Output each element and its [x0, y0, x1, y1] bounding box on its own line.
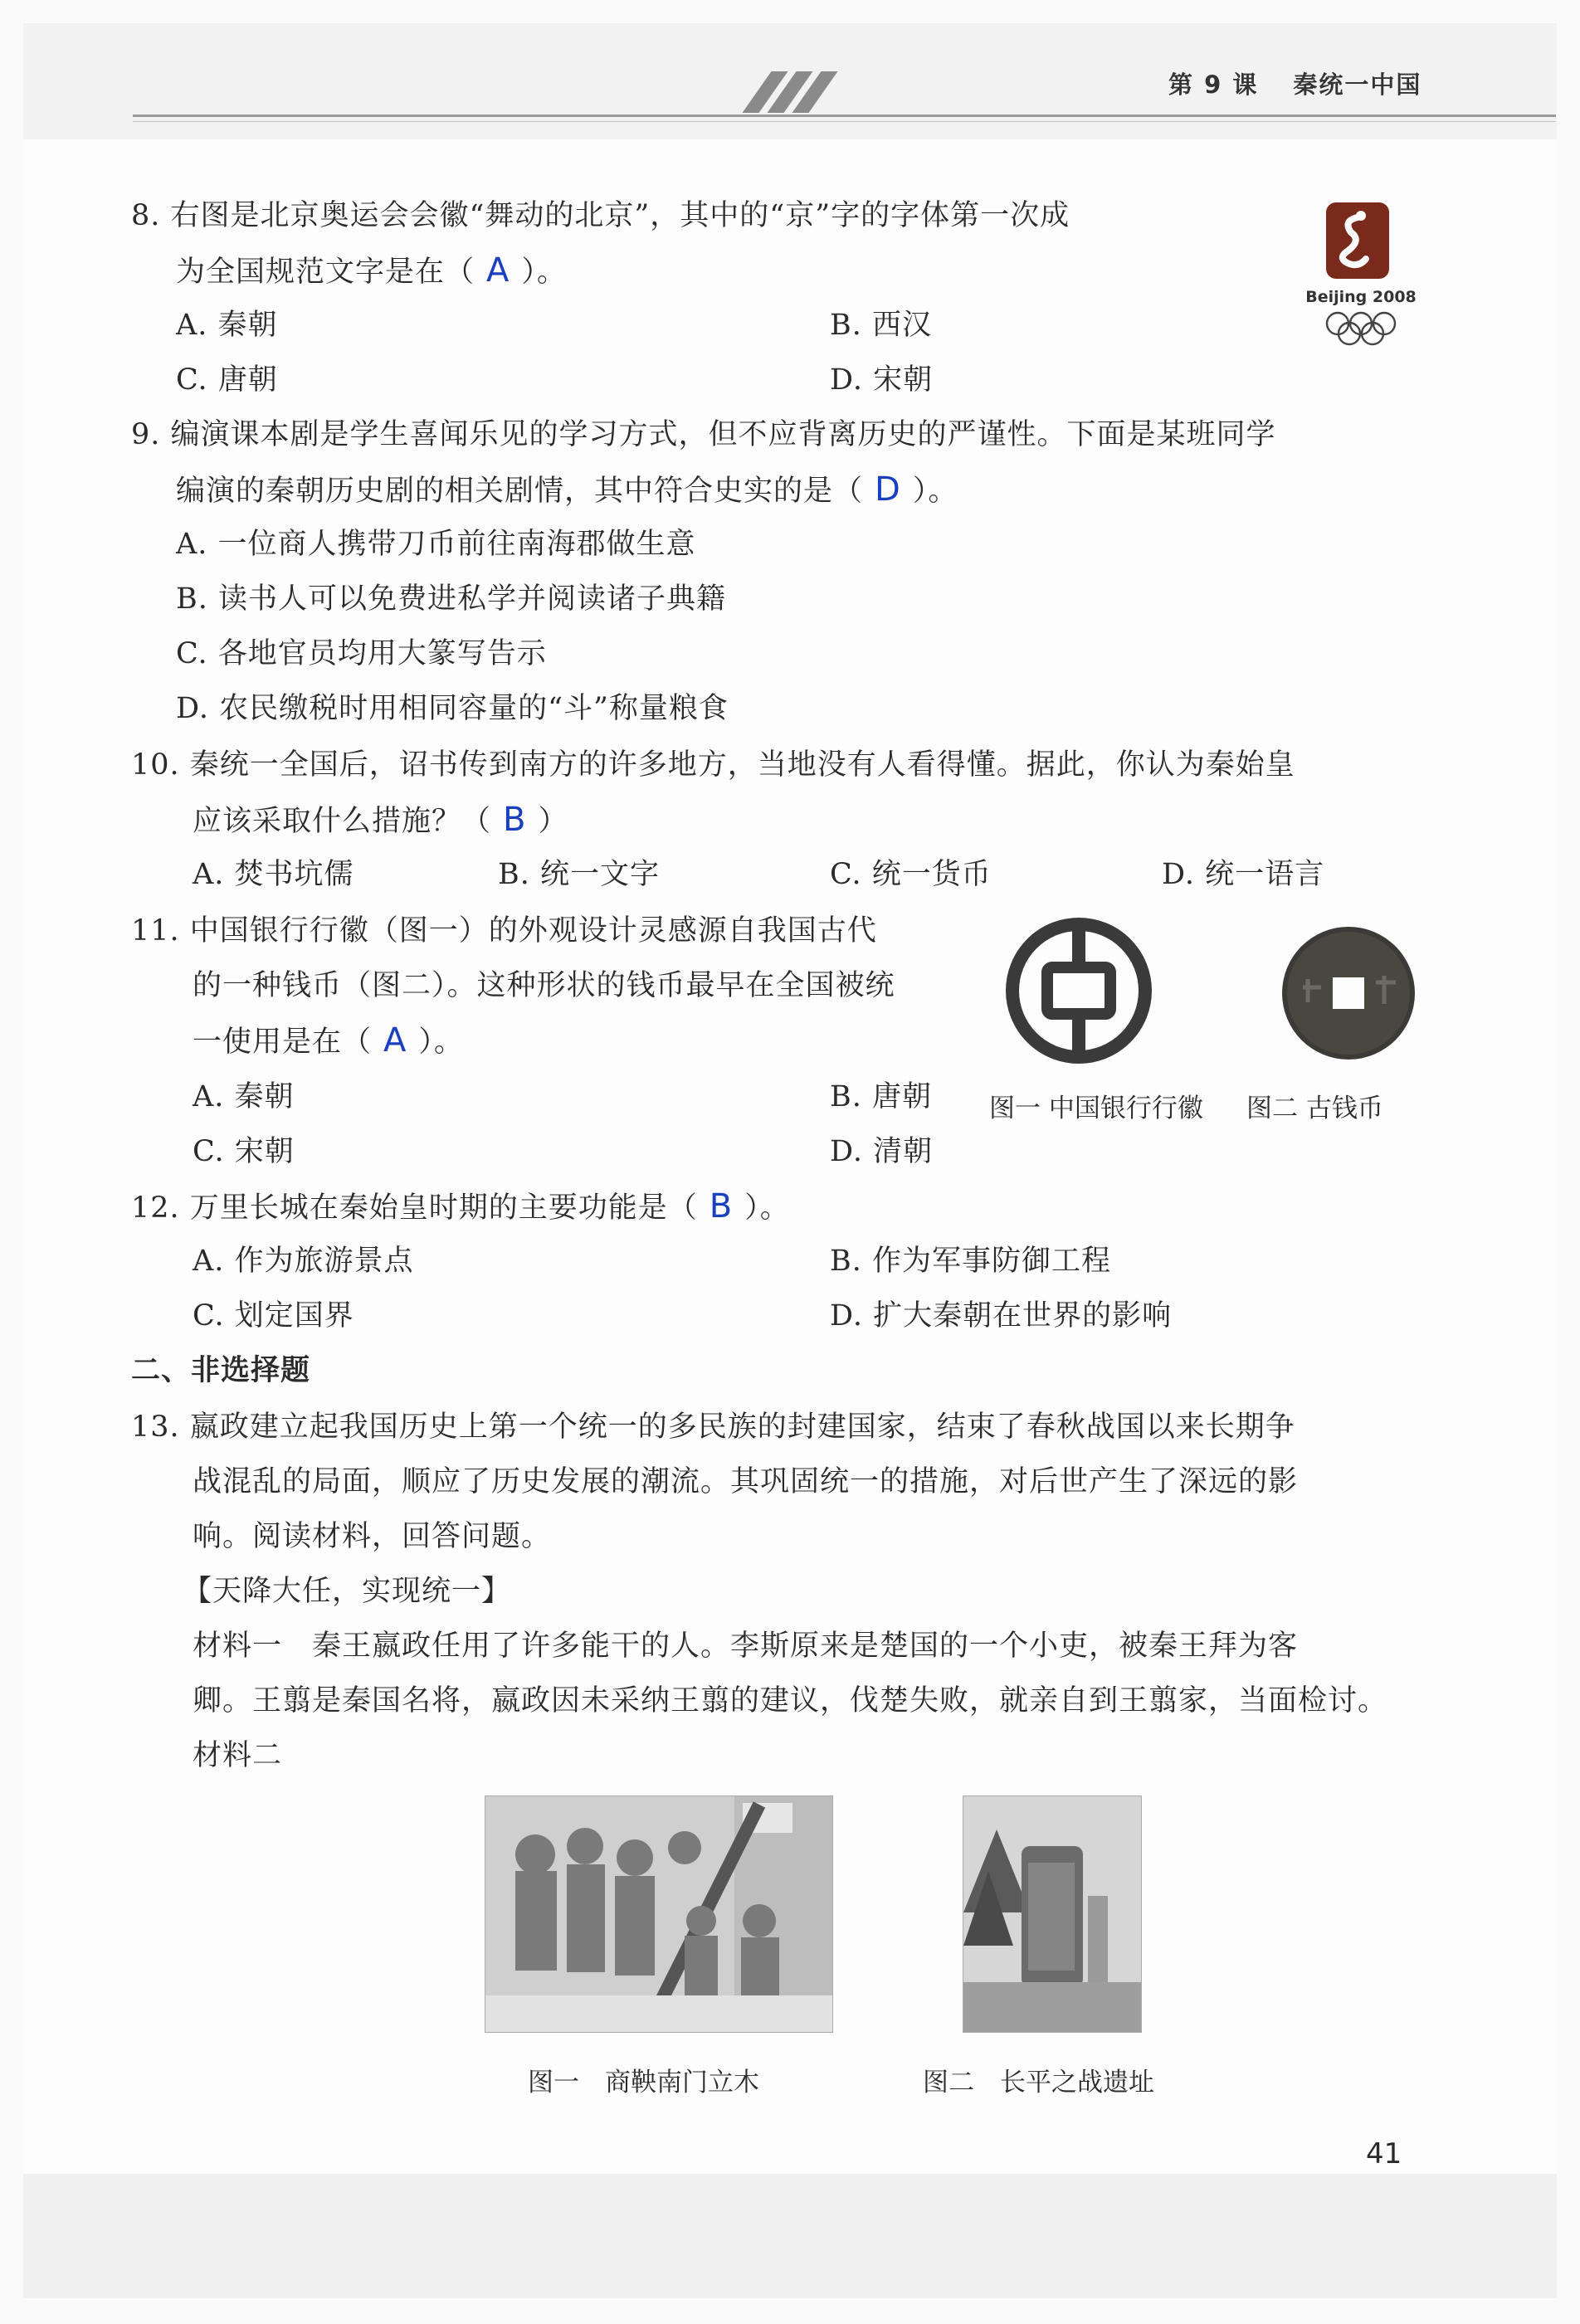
q10-option-a: A. 焚书坑儒 — [193, 858, 354, 891]
q10-answer: B — [503, 801, 527, 839]
figure2-caption: 图二 长平之战遗址 — [923, 2068, 1154, 2097]
q9-answer: D — [875, 470, 901, 509]
q13-stem-line1: 13. 嬴政建立起我国历史上第一个统一的多民族的封建国家，结束了春秋战国以来长期争 — [131, 1410, 1295, 1444]
figure1-caption: 图一 商鞅南门立木 — [528, 2068, 759, 2097]
bank-logo-caption: 图一 中国银行行徽 — [989, 1094, 1203, 1123]
q9-option-c: C. 各地官员均用大篆写告示 — [176, 637, 547, 670]
q10-option-d: D. 统一语言 — [1162, 858, 1325, 891]
lesson-title: 秦统一中国 — [1293, 71, 1422, 99]
q12-option-b: B. 作为军事防御工程 — [830, 1245, 1111, 1278]
q12-answer: B — [709, 1187, 734, 1225]
running-header — [1168, 66, 1422, 100]
ancient-coin-image — [1278, 923, 1419, 1064]
q13-stem-line3: 响。阅读材料，回答问题。 — [193, 1520, 552, 1553]
changping-ruins-photo — [963, 1795, 1142, 2033]
q9-option-d: D. 农民缴税时用相同容量的“斗”称量粮食 — [176, 692, 729, 725]
q8-stem-line1: 8. 右图是北京奥运会会徽“舞动的北京”，其中的“京”字的字体第一次成 — [131, 199, 1070, 232]
q8-option-a: A. 秦朝 — [176, 309, 278, 342]
q10-option-b: B. 统一文字 — [498, 858, 660, 891]
bank-of-china-logo — [1004, 916, 1153, 1065]
lesson-number: 第 9 课 — [1168, 71, 1259, 99]
q11-option-b: B. 唐朝 — [830, 1080, 932, 1113]
q12-option-a: A. 作为旅游景点 — [193, 1245, 414, 1278]
q11-option-d: D. 清朝 — [830, 1135, 934, 1168]
q12-option-d: D. 扩大秦朝在世界的影响 — [830, 1299, 1173, 1333]
q8-option-b: B. 西汉 — [830, 309, 932, 342]
q10-option-c: C. 统一货币 — [830, 858, 992, 891]
q13-material1-line2: 卿。王翦是秦国名将，嬴政因未采纳王翦的建议，伐楚失败，就亲自到王翦家，当面检讨。 — [193, 1684, 1388, 1717]
q13-subheading: 【天降大任，实现统一】 — [183, 1575, 512, 1608]
header-rule — [133, 121, 1556, 122]
q8-answer: A — [486, 251, 510, 290]
emblem-wordmark: Beijing 2008 — [1305, 288, 1417, 306]
q11-option-c: C. 宋朝 — [193, 1135, 295, 1168]
q11-stem-line2: 的一种钱币（图二）。这种形状的钱币最早在全国被统 — [193, 969, 895, 1002]
shang-yang-illustration — [485, 1795, 833, 2033]
q10-stem-line2: 应该采取什么措施？（ B ） — [193, 801, 568, 839]
q9-stem-line2: 编演的秦朝历史剧的相关剧情，其中符合史实的是（ D ）。 — [176, 470, 958, 509]
q12-stem-line1: 12. 万里长城在秦始皇时期的主要功能是（ B ）。 — [131, 1187, 790, 1225]
coin-caption: 图二 古钱币 — [1246, 1094, 1383, 1123]
q13-material2-label: 材料二 — [193, 1739, 283, 1772]
q9-option-b: B. 读书人可以免费进私学并阅读诸子典籍 — [176, 582, 726, 616]
q8-option-c: C. 唐朝 — [176, 363, 278, 397]
header-rule — [133, 114, 1556, 117]
page-number: 41 — [1366, 2137, 1402, 2171]
q13-material1-line1: 材料一 秦王嬴政任用了许多能干的人。李斯原来是楚国的一个小吏，被秦王拜为客 — [193, 1630, 1299, 1663]
q11-stem-line1: 11. 中国银行行徽（图一）的外观设计灵感源自我国古代 — [131, 914, 877, 948]
q11-stem-line3: 一使用是在（ A ）。 — [193, 1021, 464, 1060]
q9-stem-line1: 9. 编演课本剧是学生喜闻乐见的学习方式，但不应背离历史的严谨性。下面是某班同学 — [131, 418, 1276, 451]
q8-option-d: D. 宋朝 — [830, 363, 934, 397]
beijing-olympics-emblem — [1303, 199, 1419, 357]
section-heading: 二、非选择题 — [131, 1354, 311, 1387]
q11-answer: A — [383, 1021, 407, 1060]
q12-option-c: C. 划定国界 — [193, 1299, 354, 1333]
q8-stem-line2: 为全国规范文字是在（ A ）。 — [176, 251, 567, 290]
q10-stem-line1: 10. 秦统一全国后，诏书传到南方的许多地方，当地没有人看得懂。据此，你认为秦始皇 — [131, 748, 1295, 782]
q13-stem-line2: 战混乱的局面，顺应了历史发展的潮流。其巩固统一的措施，对后世产生了深远的影 — [193, 1465, 1299, 1498]
q9-option-a: A. 一位商人携带刀币前往南海郡做生意 — [176, 528, 696, 561]
q11-option-a: A. 秦朝 — [193, 1080, 295, 1113]
footer-band — [23, 2174, 1557, 2298]
